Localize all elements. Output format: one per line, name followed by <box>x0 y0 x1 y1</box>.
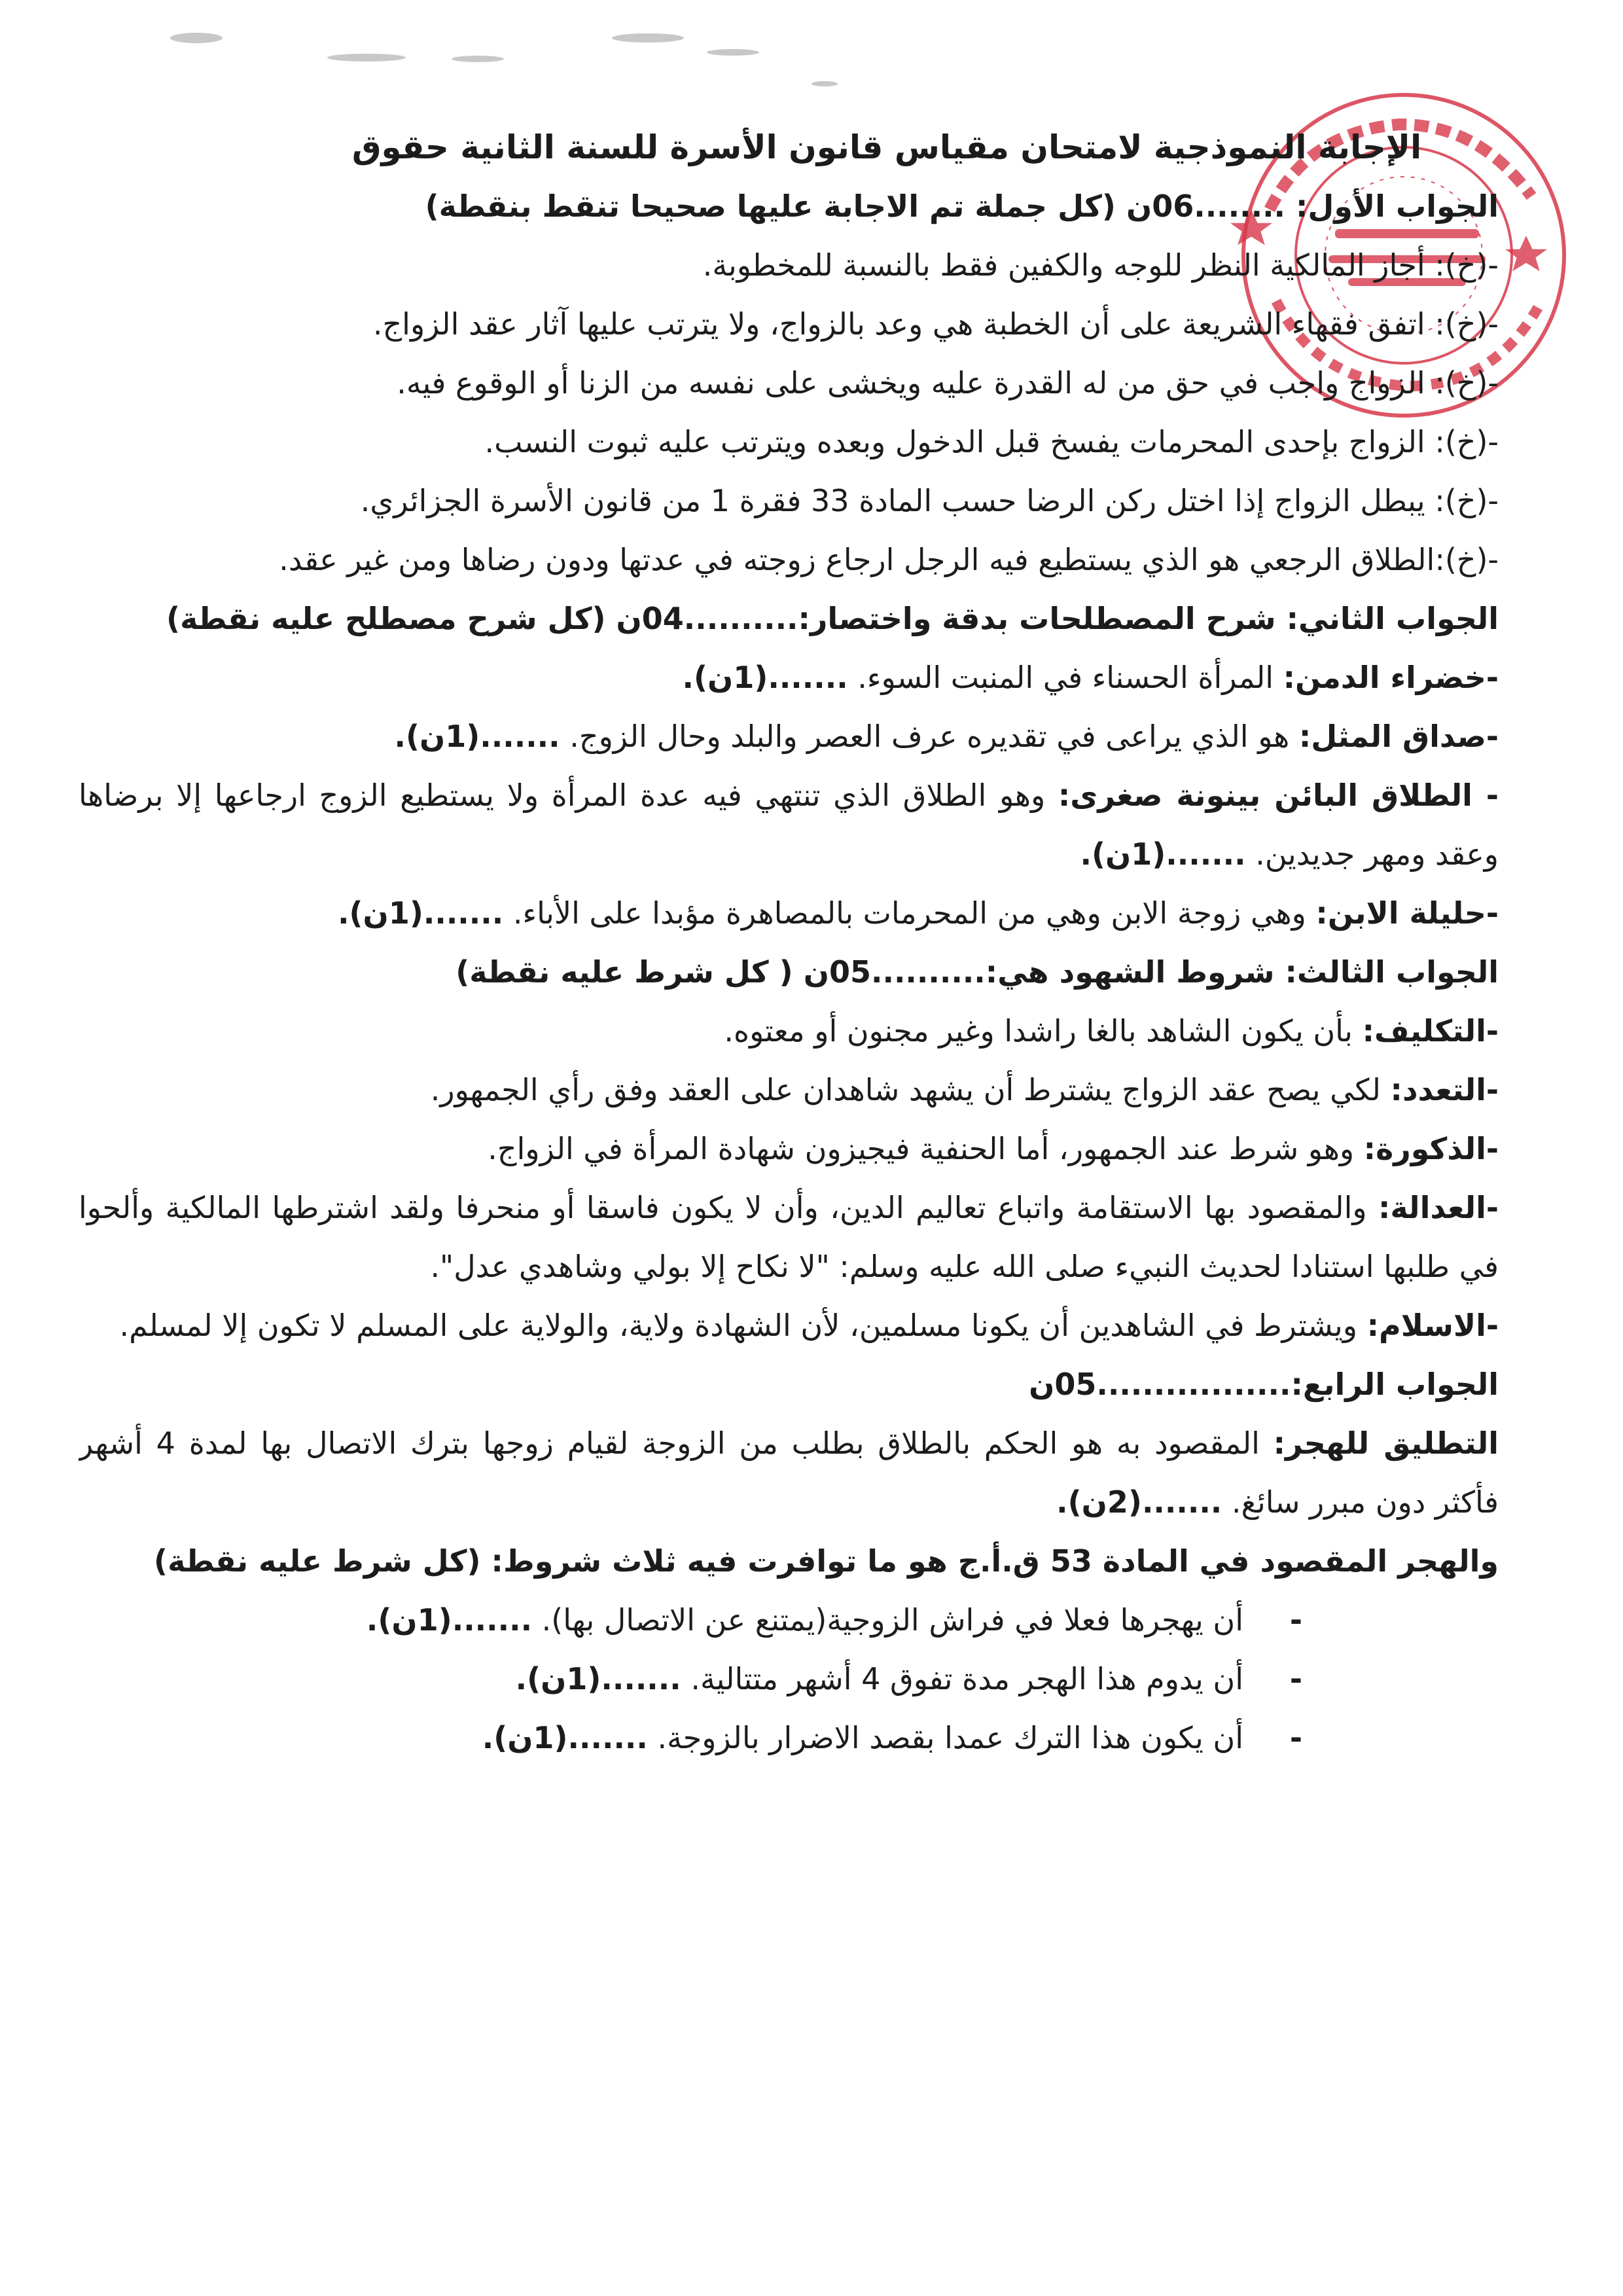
q2-term-entry <box>79 766 1499 884</box>
term-label: التطليق للهجر: <box>1273 1426 1499 1461</box>
grade-mark: .......(1ن). <box>482 1720 648 1755</box>
document-title: الإجابة النموذجية لامتحان مقياس قانون الأسرة للسنة الثانية حقوق <box>351 128 1422 166</box>
term-label: - الطلاق البائن بينونة صغرى: <box>1058 778 1499 813</box>
condition-text: أن يدوم هذا الهجر مدة تفوق 4 أشهر متتالية. <box>681 1661 1243 1696</box>
condition-text: لكي يصح عقد الزواج يشترط أن يشهد شاهدان على العقد وفق رأي الجمهور. <box>430 1072 1391 1107</box>
answer-document <box>79 118 1499 1767</box>
grade-mark: .......(1ن). <box>515 1661 681 1696</box>
q1-item: -(خ): يبطل الزواج إذا اختل ركن الرضا حسب المادة 33 فقرة 1 من قانون الأسرة الجزائري. <box>360 483 1499 518</box>
bullet-dash: - <box>1289 1720 1302 1755</box>
term-definition: وهو الطلاق الذي تنتهي فيه عدة المرأة ولا يستطيع الزوج ارجاعها إلا برضاها وعقد ومهر جديدين. <box>79 778 1499 872</box>
term-label: -خضراء الدمن: <box>1283 660 1499 695</box>
grade-mark: .......(1ن). <box>366 1602 533 1638</box>
bullet-dash: - <box>1289 1602 1302 1638</box>
condition-text: والمقصود بها الاستقامة واتباع تعاليم الدين، وأن لا يكون فاسقا أو منحرفا ولقد اشترطها المالكية وألحوا في طلبها استنادا لحديث النبيء صلى الله عليه وسلم: "لا نكاح إلا بولي وشاهدي عدل". <box>79 1190 1499 1284</box>
q1-item: -(خ): أجاز المالكية النظر للوجه والكفين فقط بالنسبة للمخطوبة. <box>702 247 1499 283</box>
q2-term-entry <box>79 648 1499 707</box>
q3-condition <box>79 1296 1499 1355</box>
q1-heading: الجواب الأول: ........06ن (كل جملة تم الاجابة عليها صحيحا تنقط بنقطة) <box>425 188 1499 224</box>
condition-label: -العدالة: <box>1378 1190 1499 1225</box>
condition-label: -الذكورة: <box>1363 1131 1499 1166</box>
list-item <box>79 1590 1302 1649</box>
term-definition: هو الذي يراعى في تقديره عرف العصر والبلد وحال الزوج. <box>560 719 1299 754</box>
q3-condition <box>79 1119 1499 1178</box>
q2-term-entry <box>79 707 1499 766</box>
q3-condition <box>79 1060 1499 1119</box>
term-definition: وهي زوجة الابن وهي من المحرمات بالمصاهرة مؤبدا على الأباء. <box>503 895 1316 931</box>
bullet-dash: - <box>1289 1661 1302 1696</box>
q2-term-entry <box>79 884 1499 942</box>
q4-conditions-list <box>79 1590 1499 1767</box>
grade-mark: .......(1ن). <box>682 660 848 695</box>
condition-label: -التكليف: <box>1362 1013 1499 1049</box>
grade-mark: .......(2ن). <box>1056 1484 1222 1520</box>
q4-heading: الجواب الرابع:.................05ن <box>1029 1367 1499 1402</box>
list-item <box>79 1649 1302 1708</box>
q1-item: -(خ): اتفق فقهاء الشريعة على أن الخطبة هي وعد بالزواج، ولا يترتب عليها آثار عقد الزواج. <box>372 306 1499 342</box>
q3-heading: الجواب الثالث: شروط الشهود هي:..........05ن ( كل شرط عليه نقطة) <box>455 954 1499 990</box>
q3-condition <box>79 1178 1499 1296</box>
condition-text: ويشترط في الشاهدين أن يكونا مسلمين، لأن الشهادة ولاية، والولاية على المسلم لا تكون إلا لمسلم. <box>119 1308 1367 1343</box>
condition-text: بأن يكون الشاهد بالغا راشدا وغير مجنون أو معتوه. <box>724 1013 1363 1049</box>
term-label: -صداق المثل: <box>1298 719 1499 754</box>
condition-text: أن يكون هذا الترك عمدا بقصد الاضرار بالزوجة. <box>647 1720 1243 1755</box>
q1-item: -(خ):الطلاق الرجعي هو الذي يستطيع فيه الرجل ارجاع زوجته في عدتها ودون رضاها ومن غير عقد. <box>279 542 1499 577</box>
q4-definition <box>79 1414 1499 1532</box>
grade-mark: .......(1ن). <box>338 895 504 931</box>
q4-conditions-heading: والهجر المقصود في المادة 53 ق.أ.ج هو ما توافرت فيه ثلاث شروط: (كل شرط عليه نقطة) <box>154 1543 1499 1579</box>
q2-heading: الجواب الثاني: شرح المصطلحات بدقة واختصار:..........04ن (كل شرح مصطلح عليه نقطة) <box>166 601 1499 636</box>
q1-item: -(خ): الزواج واجب في حق من له القدرة عليه ويخشى على نفسه من الزنا أو الوقوع فيه. <box>397 365 1499 401</box>
term-definition: المرأة الحسناء في المنبت السوء. <box>847 660 1283 695</box>
grade-mark: .......(1ن). <box>394 719 560 754</box>
list-item <box>79 1708 1302 1767</box>
term-definition: المقصود به هو الحكم بالطلاق بطلب من الزوجة لقيام زوجها بترك الاتصال بها لمدة 4 أشهر فأكثر دون مبرر سائغ. <box>79 1426 1499 1520</box>
condition-label: -التعدد: <box>1390 1072 1499 1107</box>
grade-mark: .......(1ن). <box>1080 836 1246 872</box>
condition-text: أن يهجرها فعلا في فراش الزوجية(يمتنع عن الاتصال بها). <box>532 1602 1243 1638</box>
scan-noise <box>79 12 864 90</box>
term-label: -حليلة الابن: <box>1315 895 1499 931</box>
condition-text: وهو شرط عند الجمهور، أما الحنفية فيجيزون شهادة المرأة في الزواج. <box>488 1131 1364 1166</box>
q1-item: -(خ): الزواج بإحدى المحرمات يفسخ قبل الدخول وبعده ويترتب عليه ثبوت النسب. <box>484 424 1499 459</box>
condition-label: -الاسلام: <box>1366 1308 1499 1343</box>
q3-condition <box>79 1001 1499 1060</box>
